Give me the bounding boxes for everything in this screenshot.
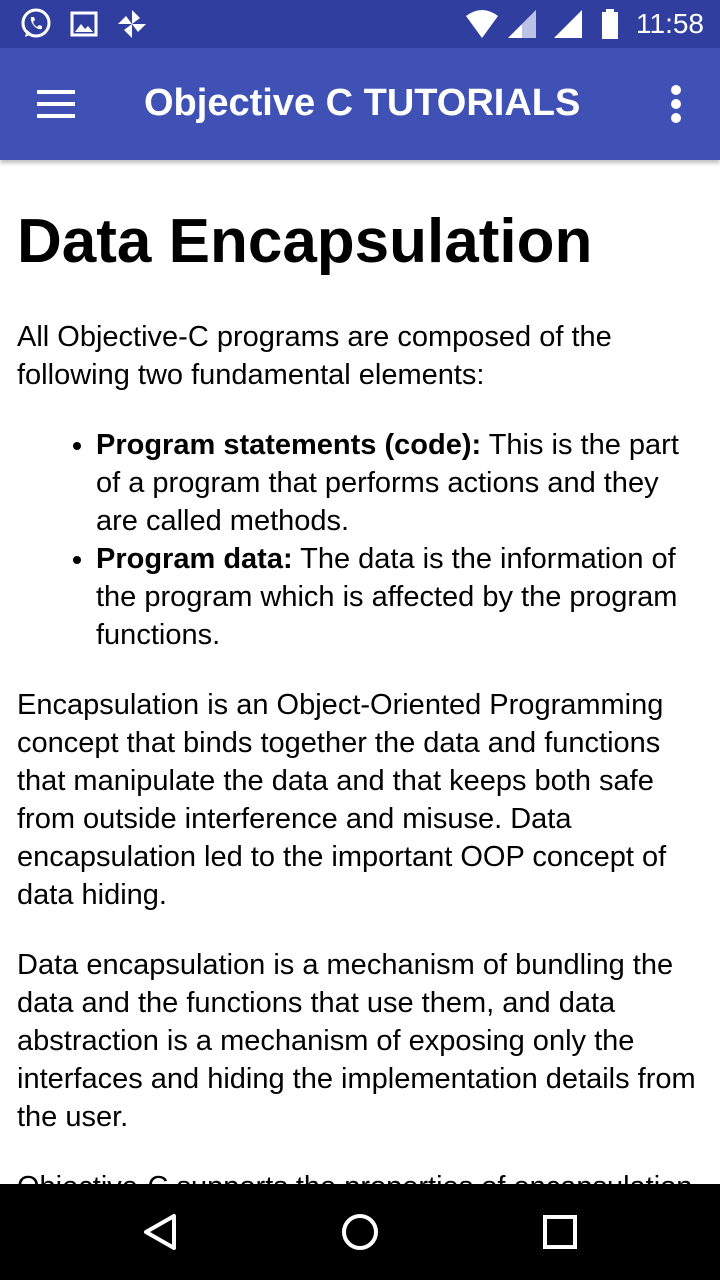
back-triangle-icon[interactable] (136, 1208, 184, 1256)
pinwheel-icon (114, 6, 150, 42)
mechanism-paragraph: Data encapsulation is a mechanism of bundling the data and the functions that use them, and data abstraction is a mechanism of exposing only the interfaces and hiding the implementation details from the user. (17, 949, 696, 1133)
image-icon (66, 6, 102, 42)
bullet-term: Program statements (code): (96, 429, 482, 461)
page-title: Data Encapsulation (17, 207, 593, 276)
article-content[interactable] (0, 160, 720, 1184)
signal-icon (550, 6, 586, 42)
app-title: Objective C TUTORIALS (144, 82, 581, 124)
status-time: 11:58 (636, 8, 704, 39)
bullet-text: This is the part of a program that performs actions and they are called methods. (96, 429, 679, 537)
bullet-term: Program data: (96, 543, 293, 575)
list-item (96, 540, 703, 654)
signal-icon (504, 6, 540, 42)
hamburger-menu-icon[interactable] (28, 76, 84, 132)
navigation-bar (0, 1184, 720, 1280)
app-bar (0, 48, 720, 160)
home-circle-icon[interactable] (336, 1208, 384, 1256)
bullet-text: The data is the information of the program which is affected by the program functions. (96, 543, 678, 651)
wifi-icon (464, 6, 500, 42)
bullet-list (17, 426, 703, 654)
list-item (96, 426, 703, 540)
intro-paragraph: All Objective-C programs are composed of the following two fundamental elements: (17, 321, 612, 391)
more-vert-icon[interactable] (660, 76, 700, 132)
recents-square-icon[interactable] (536, 1208, 584, 1256)
status-bar (0, 0, 720, 48)
encapsulation-paragraph: Encapsulation is an Object-Oriented Programming concept that binds together the data and functions that manipulate the data and that keeps both safe from outside interference and misuse. Data encapsulation led to the important OOP concept of data hiding. (17, 689, 667, 911)
battery-icon (592, 6, 628, 42)
whatsapp-icon (18, 6, 54, 42)
